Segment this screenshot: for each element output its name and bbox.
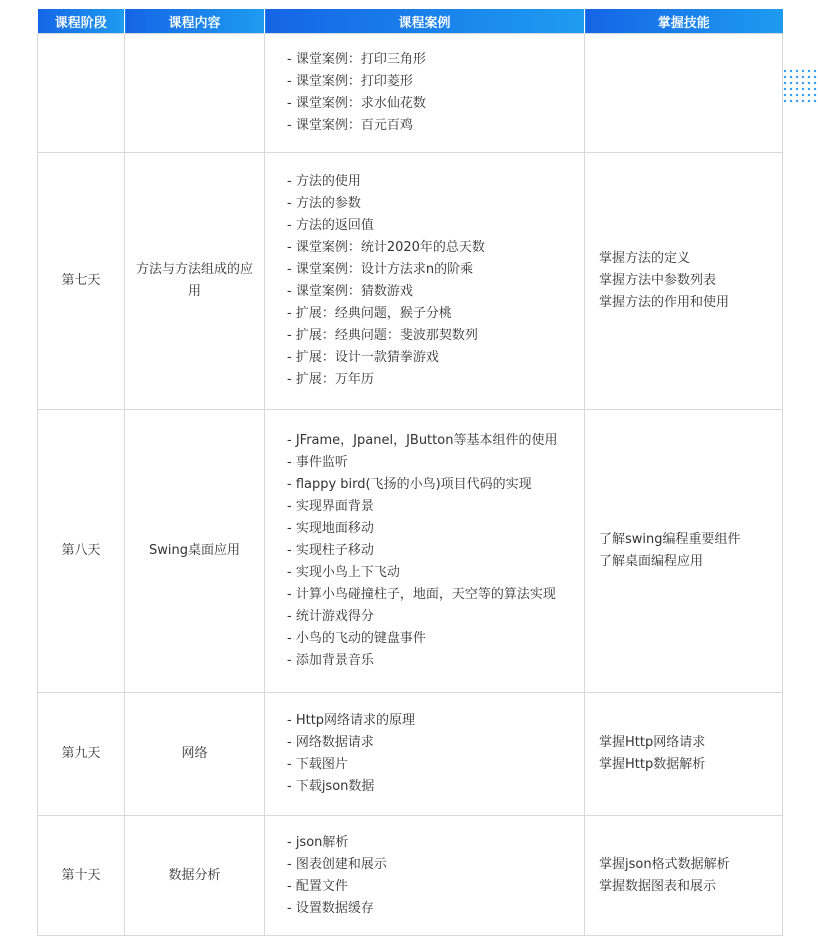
table-row — [38, 410, 783, 693]
skill-item: 掌握方法的作用和使用 — [599, 295, 730, 310]
skill-item: 掌握Http网络请求 — [599, 735, 706, 750]
case-item: - 扩展：万年历 — [287, 372, 374, 387]
case-item: - Http网络请求的原理 — [287, 713, 416, 728]
decorative-dot-pattern — [782, 68, 818, 104]
case-item: - 下载图片 — [287, 757, 348, 772]
case-item: - 网络数据请求 — [287, 735, 374, 750]
stage-cell: 第十天 — [38, 816, 125, 936]
stage-cell: 第八天 — [38, 410, 125, 693]
case-item: - 方法的返回值 — [287, 218, 374, 233]
cases-list — [287, 832, 576, 920]
skills-list — [599, 732, 770, 776]
case-item: - 课堂案例：统计2020年的总天数 — [287, 240, 485, 255]
table-header-row — [38, 9, 783, 34]
table-row — [38, 693, 783, 816]
skill-item: 掌握json格式数据解析 — [599, 856, 730, 872]
case-item: - 扩展：经典问题，猴子分桃 — [287, 306, 452, 321]
case-item: - 图表创建和展示 — [287, 856, 387, 872]
skills-list — [599, 854, 770, 898]
skills-cell — [585, 693, 783, 816]
case-item: - 方法的使用 — [287, 174, 361, 189]
cases-cell — [265, 816, 585, 936]
content-cell: 网络 — [125, 693, 265, 816]
case-item: - 实现地面移动 — [287, 521, 374, 536]
cases-cell — [265, 410, 585, 693]
header-stage: 课程阶段 — [38, 9, 125, 34]
case-item: - 设置数据缓存 — [287, 900, 374, 916]
case-item: - flappy bird(飞扬的小鸟)项目代码的实现 — [287, 477, 532, 492]
cases-list — [287, 710, 576, 798]
cases-cell — [265, 153, 585, 410]
case-item: - 计算小鸟碰撞柱子，地面，天空等的算法实现 — [287, 587, 556, 602]
skills-cell — [585, 410, 783, 693]
case-item: - 课堂案例：打印三角形 — [287, 52, 426, 67]
header-skills: 掌握技能 — [585, 9, 783, 34]
case-item: - 实现界面背景 — [287, 499, 374, 514]
skill-item: 掌握方法的定义 — [599, 251, 691, 266]
case-item: - 实现柱子移动 — [287, 543, 374, 558]
case-item: - 课堂案例：求水仙花数 — [287, 96, 426, 111]
skill-item: 了解swing编程重要组件 — [599, 532, 741, 547]
table-row — [38, 153, 783, 410]
curriculum-table — [37, 9, 783, 936]
case-item: - json解析 — [287, 834, 349, 850]
case-item: - 添加背景音乐 — [287, 653, 374, 668]
skill-item: 掌握方法中参数列表 — [599, 273, 717, 288]
case-item: - 统计游戏得分 — [287, 609, 374, 624]
case-item: - 课堂案例：百元百鸡 — [287, 118, 413, 133]
table-row — [38, 816, 783, 936]
stage-cell — [38, 34, 125, 153]
case-item: - 扩展：经典问题：斐波那契数列 — [287, 328, 478, 343]
cases-cell — [265, 693, 585, 816]
case-item: - 课堂案例：打印菱形 — [287, 74, 413, 89]
case-item: - 课堂案例：猜数游戏 — [287, 284, 413, 299]
content-cell: 数据分析 — [125, 816, 265, 936]
cases-list — [287, 430, 576, 672]
case-item: - JFrame，Jpanel，JButton等基本组件的使用 — [287, 433, 558, 448]
skills-list — [599, 248, 770, 314]
case-item: - 配置文件 — [287, 878, 348, 894]
header-content: 课程内容 — [125, 9, 265, 34]
stage-cell: 第七天 — [38, 153, 125, 410]
skill-item: 掌握数据图表和展示 — [599, 878, 717, 894]
skills-list — [599, 529, 770, 573]
case-item: - 扩展：设计一款猜拳游戏 — [287, 350, 439, 365]
case-item: - 事件监听 — [287, 455, 348, 470]
skills-cell — [585, 816, 783, 936]
cases-cell — [265, 34, 585, 153]
case-item: - 方法的参数 — [287, 196, 361, 211]
case-item: - 实现小鸟上下飞动 — [287, 565, 400, 580]
case-item: - 小鸟的飞动的键盘事件 — [287, 631, 426, 646]
case-item: - 课堂案例：设计方法求n的阶乘 — [287, 262, 474, 277]
content-cell: Swing桌面应用 — [125, 410, 265, 693]
cases-list — [287, 171, 576, 391]
stage-cell: 第九天 — [38, 693, 125, 816]
content-cell — [125, 34, 265, 153]
skill-item: 掌握Http数据解析 — [599, 757, 706, 772]
cases-list — [287, 49, 576, 137]
header-cases: 课程案例 — [265, 9, 585, 34]
skills-cell — [585, 153, 783, 410]
case-item: - 下载json数据 — [287, 779, 375, 794]
table-row — [38, 34, 783, 153]
skills-cell — [585, 34, 783, 153]
skill-item: 了解桌面编程应用 — [599, 554, 704, 569]
content-cell: 方法与方法组成的应用 — [125, 153, 265, 410]
